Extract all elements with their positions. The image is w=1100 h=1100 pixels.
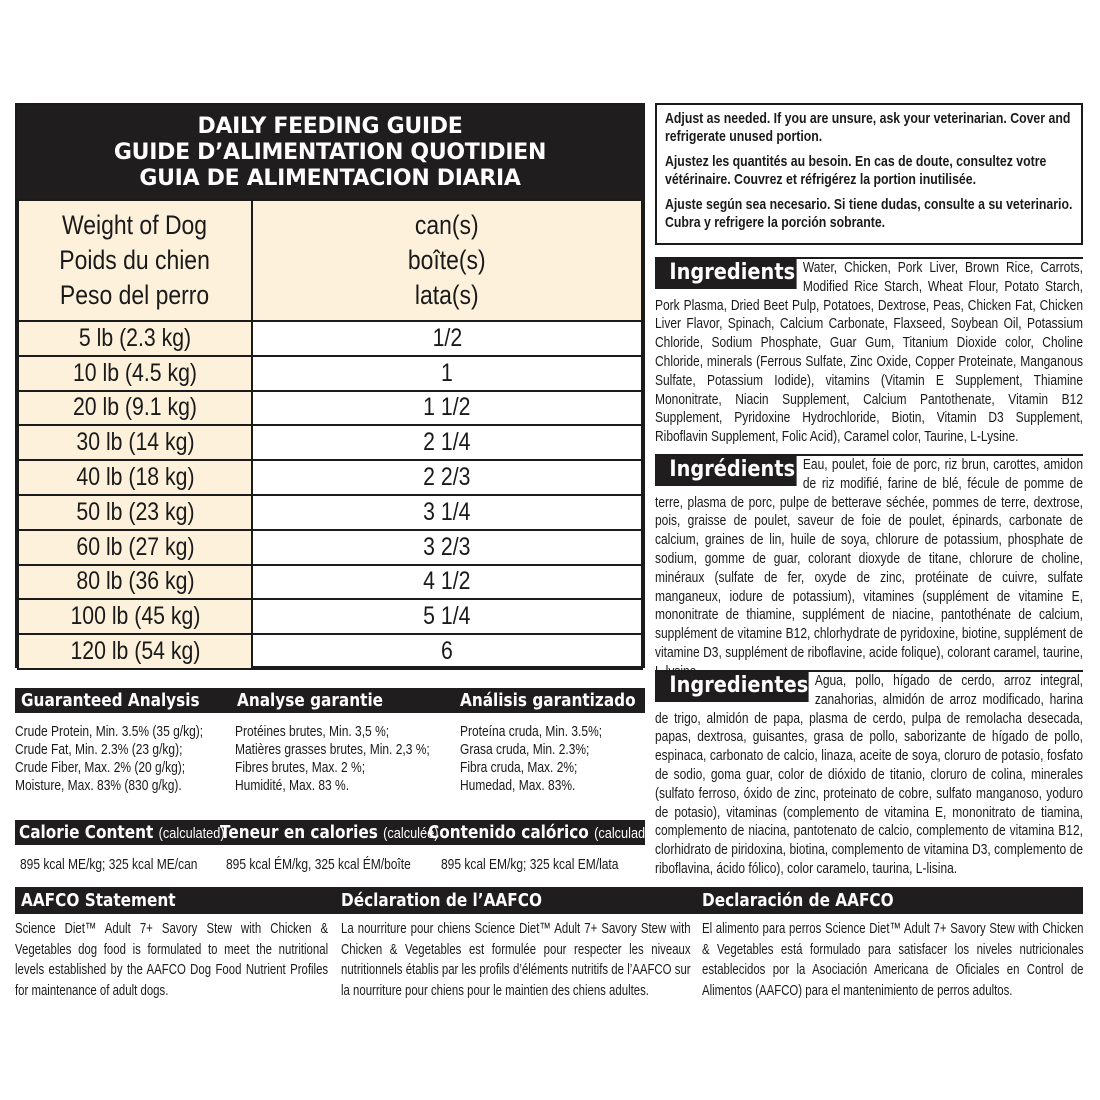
header-weight-fr: Poids du chien (59, 245, 211, 275)
aafco-text-fr: La nourriture pour chiens Science Diet™ Adult 7+ Savory Stew with Chicken & Vegetables est formulée pour respecter les niveaux nutritionnels établis par les profils d’éléments nutritifs de l’AAFCO sur la nourriture pour chiens pour le maintien des chiens adultes. (341, 920, 691, 999)
amount-cell: 3 1/4 (252, 495, 642, 530)
notice-en: Adjust as needed. If you are unsure, ask your veterinarian. Cover and refrigerate unused portion. (665, 110, 1071, 145)
weight-cell: 40 lb (18 kg) (18, 460, 252, 495)
aafco-bar (15, 887, 1083, 914)
cal-note-es: (calculado) (594, 825, 657, 842)
ga-heading-es: Análisis garantizado (460, 690, 636, 711)
cal-heading-es: Contenido calórico (428, 822, 589, 843)
weight-cell: 30 lb (14 kg) (18, 425, 252, 460)
ingredients-label: Ingredientes (655, 672, 808, 702)
calorie-content-bar (15, 820, 657, 845)
feeding-row (18, 391, 642, 426)
title-en: DAILY FEEDING GUIDE (197, 114, 463, 139)
amount-cell: 1/2 (252, 321, 642, 356)
ingredients-text: Eau, poulet, foie de porc, riz brun, carottes, amidon de riz modifié, farine de blé, fécule de pomme de terre, plasma de porc, pulpe de betterave séchée, pommes de terre, dextrose, pois, graisse de poulet, saveur de foie de poulet, épinards, carbonate de calcium, graines de lin, huile de soya, chlorure de potassium, phosphate de sodium, gomme de guar, colorant dioxyde de titane, chlorure de choline, minéraux (sulfate de fer, oxyde de zinc, protéinate de cuivre, sulfate manganeux, iodure de potassium), vitamines (supplément de vitamine E, mononitrate de thiamine, supplément de niacine, pantothénate de calcium, supplément de vitamine B12, chlorhydrate de pyridoxine, biotine, supplément de vitamine D3, supplément de riboflavine, acide folique), colorant caramel, taurine, (655, 456, 1083, 661)
header-weight-en: Weight of Dog (62, 210, 208, 240)
notice-fr: Ajustez les quantités au besoin. En cas de doute, consultez votre vétérinaire. Couvrez et réfrigérez la portion inutilisée. (665, 153, 1047, 188)
weight-cell: 80 lb (36 kg) (18, 565, 252, 600)
amount-cell: 1 1/2 (252, 391, 642, 426)
header-amount-en: can(s) (415, 210, 479, 240)
feeding-row (18, 356, 642, 391)
feeding-row (18, 321, 642, 356)
amount-cell: 1 (252, 356, 642, 391)
guaranteed-analysis-bar (15, 688, 645, 713)
cal-value-es: 895 kcal EM/kg; 325 kcal EM/lata (441, 856, 619, 873)
weight-cell: 60 lb (27 kg) (18, 530, 252, 565)
notice-box (655, 103, 1083, 245)
ga-heading-fr: Analyse garantie (237, 690, 384, 711)
header-amount-fr: boîte(s) (408, 245, 486, 275)
amount-cell: 5 1/4 (252, 599, 642, 634)
ga-heading-en: Guaranteed Analysis (21, 690, 200, 711)
title-fr: GUIDE D’ALIMENTATION QUOTIDIEN (113, 140, 547, 165)
feeding-row (18, 530, 642, 565)
header-row (18, 200, 642, 321)
aafco-text-es: El alimento para perros Science Diet™ Adult 7+ Savory Stew with Chicken & Vegetables está formulado para satisfacer los niveles nutricionales establecidos por la Asociación Americana de Oficiales en Control de Alimentos (AAFCO) para el mantenimiento de perros adultos. (702, 920, 1084, 999)
cal-note-fr: (calculée) (383, 825, 439, 842)
feeding-guide-title (17, 105, 643, 199)
feeding-row (18, 599, 642, 634)
amount-cell: 4 1/2 (252, 565, 642, 600)
ingredients-text: Agua, pollo, hígado de cerdo, arroz integral, zanahorias, almidón de arroz modificado, harina de trigo, almidón de papa, plasma de cerdo, pulpa de remolacha desecada, papas, dextrosa, guisantes, grasa de pollo, saborizante de hígado de pollo, espinaca, carbonato de calcio, linaza, aceite de soya, cloruro de potasio, fosfato de sodio, goma guar, color de dióxido de titanio, cloruro de colina, minerales (sulfato ferroso, óxido de zinc, proteinato de cobre, sulfato manganoso, yoduro de potasio), vitaminas (complemento de vitamina E, mononitrato de tiamina, complemento de niacina, pantotenato de calcio, complemento de vitamina B12, clorhidrato de piridoxina, biotina, complemento de vitamina D3, complemento de riboflavina, ácido fólico), color caramelo, taurina, L-lisina. (655, 672, 1083, 877)
feeding-row (18, 460, 642, 495)
aafco-heading-fr: Déclaration de l’AAFCO (341, 890, 542, 911)
amount-cell: 3 2/3 (252, 530, 642, 565)
cal-note-en: (calculated) (158, 825, 225, 842)
feeding-guide-table (15, 103, 645, 668)
feeding-table (17, 199, 643, 670)
amount-cell: 2 2/3 (252, 460, 642, 495)
ingredients-text: Water, Chicken, Pork Liver, Brown Rice, Carrots, Modified Rice Starch, Wheat Flour, Potato Starch, Pork Plasma, Dried Beet Pulp, Potatoes, Dextrose, Peas, Chicken Fat, Chicken Liver Flavor, Spinach, Calcium Carbonate, Flaxseed, Soybean Oil, Potassium Chloride, Sodium Phosphate, Guar Gum, Titanium Dioxide color, Choline Chloride, minerals (Ferrous Sulfate, Zinc Oxide, Copper Proteinate, Manganous Sulfate, Potassium Iodide), vitamins (Vitamin E Supplement, Thiamine Mononitrate, Niacin Supplement, Calcium Pantothenate, Vitamin B12 Supplement, Pyridoxine Hydrochloride, Biotin, Vitamin D3 Supplement, Riboflavin Supplement, Folic Acid), Caramel color, Taurine, L-Lysine. (655, 259, 1083, 446)
ingredients-label: Ingrédients (655, 456, 796, 486)
weight-cell: 10 lb (4.5 kg) (18, 356, 252, 391)
amount-cell: 2 1/4 (252, 425, 642, 460)
feeding-row (18, 565, 642, 600)
aafco-heading-en: AAFCO Statement (21, 890, 176, 911)
weight-cell: 50 lb (23 kg) (18, 495, 252, 530)
amount-cell: 6 (252, 634, 642, 669)
feeding-row (18, 425, 642, 460)
weight-cell: 20 lb (9.1 kg) (18, 391, 252, 426)
cal-heading-fr: Teneur en calories (220, 822, 378, 843)
ingredients-es (655, 670, 1083, 884)
weight-cell: 100 lb (45 kg) (18, 599, 252, 634)
header-weight-es: Peso del perro (60, 280, 210, 310)
weight-cell: 120 lb (54 kg) (18, 634, 252, 669)
feeding-row (18, 634, 642, 669)
aafco-heading-es: Declaración de AAFCO (702, 890, 894, 911)
header-amount-es: lata(s) (415, 280, 479, 310)
feeding-row (18, 495, 642, 530)
ingredients-en (655, 257, 1083, 451)
title-es: GUIA DE ALIMENTACION DIARIA (139, 166, 521, 191)
ingredients-label: Ingredients (655, 259, 796, 289)
cal-heading-en: Calorie Content (19, 822, 154, 843)
ga-list-es: Proteína cruda, Min. 3.5%; Grasa cruda, Min. 2.3%; Fibra cruda, Max. 2%; Humedad, Max. 83%. (460, 723, 603, 794)
cal-value-en: 895 kcal ME/kg; 325 kcal ME/can (20, 856, 198, 873)
amount-header (252, 200, 642, 321)
cal-value-fr: 895 kcal ÉM/kg, 325 kcal ÉM/boîte (226, 856, 411, 873)
weight-header (18, 200, 252, 321)
ga-list-fr: Protéines brutes, Min. 3,5 %; Matières grasses brutes, Min. 2,3 %; Fibres brutes, Max. 2 %; Humidité, Max. 83 %. (235, 723, 430, 794)
notice-es: Ajuste según sea necesario. Si tiene dudas, consulte a su veterinario. Cubra y refrigere la porción sobrante. (665, 196, 1073, 231)
ingredients-fr (655, 454, 1083, 666)
aafco-text-en: Science Diet™ Adult 7+ Savory Stew with Chicken & Vegetables dog food is formulated to meet the nutritional levels established by the AAFCO Dog Food Nutrient Profiles for maintenance of adult dogs. (15, 920, 329, 999)
ga-list-en: Crude Protein, Min. 3.5% (35 g/kg); Crude Fat, Min. 2.3% (23 g/kg); Crude Fiber, Max. 2% (20 g/kg); Moisture, Max. 83% (830 g/kg). (15, 723, 204, 794)
weight-cell: 5 lb (2.3 kg) (18, 321, 252, 356)
